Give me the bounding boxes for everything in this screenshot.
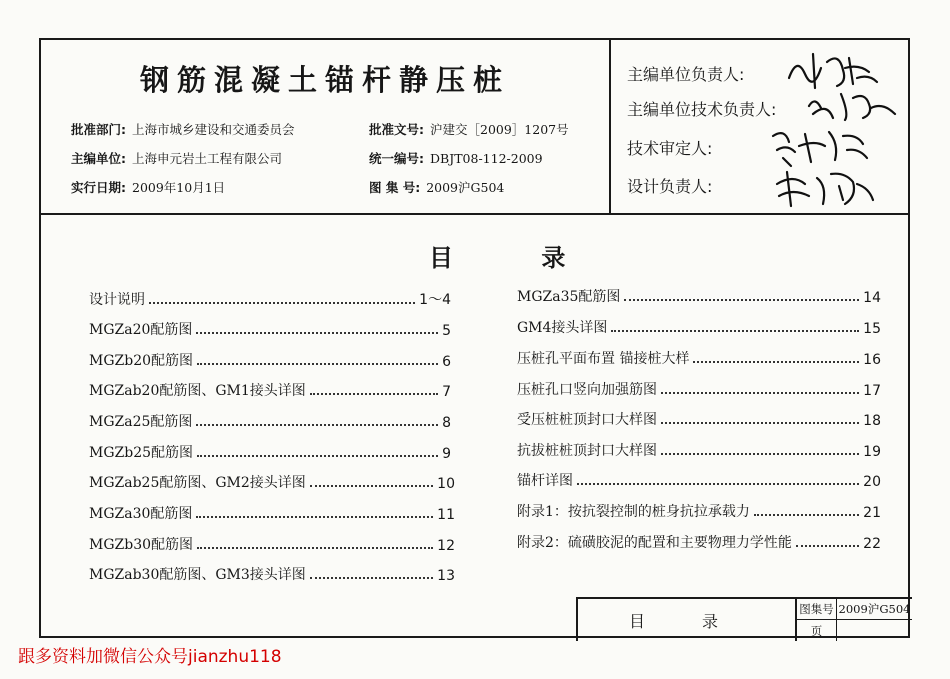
watermark-note: 跟多资料加微信公众号jianzhu118 bbox=[18, 647, 282, 667]
toc-item: MGZab25配筋图、GM2接头详图 10 bbox=[89, 475, 455, 492]
toc-item: MGZa20配筋图 5 bbox=[89, 322, 451, 339]
atlas-number-value: 2009沪G504 bbox=[837, 599, 912, 620]
toc-item: MGZb30配筋图 12 bbox=[89, 537, 455, 554]
leader-dots bbox=[196, 516, 433, 518]
toc-item: 抗拔桩桩顶封口大样图 19 bbox=[517, 443, 881, 460]
toc-item: 设计说明 1～4 bbox=[89, 292, 451, 308]
toc-item: 压桩孔口竖向加强筋图 17 bbox=[517, 382, 881, 399]
leader-dots bbox=[196, 424, 438, 426]
toc-item: MGZa25配筋图 8 bbox=[89, 414, 451, 431]
page-label: 页 bbox=[797, 620, 837, 641]
chief-unit-tech-responsible-label: 主编单位技术负责人: bbox=[627, 100, 777, 119]
leader-dots bbox=[310, 577, 433, 579]
leader-dots bbox=[310, 485, 433, 487]
document-title: 钢筋混凝土锚杆静压桩 bbox=[139, 63, 510, 97]
toc-item: MGZab20配筋图、GM1接头详图 7 bbox=[89, 383, 451, 400]
signature-2 bbox=[803, 84, 903, 124]
leader-dots bbox=[196, 332, 438, 334]
atlas-number: 图 集 号: 2009沪G504 bbox=[369, 180, 505, 195]
editor-unit: 主编单位: 上海申元岩土工程有限公司 bbox=[71, 151, 283, 166]
drawing-sheet bbox=[39, 38, 910, 638]
page-value bbox=[837, 620, 912, 641]
technical-reviewer-label: 技术审定人: bbox=[627, 139, 713, 158]
toc-item: 附录2：硫磺胶泥的配置和主要物理力学性能 22 bbox=[517, 535, 881, 552]
toc-item: MGZa30配筋图 11 bbox=[89, 506, 455, 523]
leader-dots bbox=[611, 330, 859, 332]
toc-item: 受压桩桩顶封口大样图 18 bbox=[517, 412, 881, 429]
leader-dots bbox=[796, 545, 859, 547]
leader-dots bbox=[754, 514, 859, 516]
leader-dots bbox=[624, 299, 859, 301]
leader-dots bbox=[693, 361, 859, 363]
header-vertical-divider bbox=[609, 40, 611, 213]
toc-title: 目 录 bbox=[429, 244, 606, 272]
toc-item: 锚杆详图 20 bbox=[517, 473, 881, 490]
chief-unit-responsible-label: 主编单位负责人: bbox=[627, 65, 745, 84]
toc-item: MGZa35配筋图 14 bbox=[517, 289, 881, 306]
leader-dots bbox=[197, 455, 438, 457]
toc-item: MGZb20配筋图 6 bbox=[89, 353, 451, 370]
toc-item: GM4接头详图 15 bbox=[517, 320, 881, 337]
approval-dept: 批准部门: 上海市城乡建设和交通委员会 bbox=[71, 122, 295, 137]
unified-number: 统一编号: DBJT08-112-2009 bbox=[369, 151, 543, 166]
leader-dots bbox=[661, 392, 859, 394]
leader-dots bbox=[197, 547, 433, 549]
toc-item: MGZab30配筋图、GM3接头详图 13 bbox=[89, 567, 455, 584]
effective-date: 实行日期: 2009年10月1日 bbox=[71, 180, 226, 195]
toc-item: 附录1：按抗裂控制的桩身抗拉承载力 21 bbox=[517, 504, 881, 521]
toc-item: MGZb25配筋图 9 bbox=[89, 445, 451, 462]
approval-doc: 批准文号: 沪建交［2009］1207号 bbox=[369, 122, 569, 137]
signature-4 bbox=[769, 166, 879, 210]
title-block-name: 目 录 bbox=[578, 599, 797, 641]
title-block bbox=[576, 597, 912, 641]
leader-dots bbox=[661, 453, 859, 455]
leader-dots bbox=[310, 393, 438, 395]
toc-item: 压桩孔平面布置 锚接桩大样 16 bbox=[517, 351, 881, 368]
design-responsible-label: 设计负责人: bbox=[627, 177, 713, 196]
atlas-number-label: 图集号 bbox=[797, 599, 837, 620]
leader-dots bbox=[197, 363, 438, 365]
signature-3 bbox=[765, 124, 875, 168]
header-divider bbox=[41, 213, 908, 215]
leader-dots bbox=[661, 422, 859, 424]
leader-dots bbox=[149, 302, 415, 304]
leader-dots bbox=[577, 483, 859, 485]
